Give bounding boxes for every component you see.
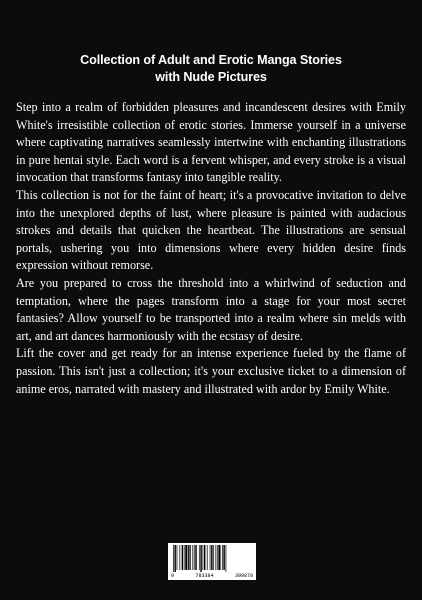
cover-title-line1: Collection of Adult and Erotic Manga Stories (80, 53, 342, 67)
blurb (16, 99, 406, 398)
barcode-number (168, 573, 256, 579)
cover-title-line2: with Nude Pictures (155, 70, 267, 84)
blurb-paragraph-2: This collection is not for the faint of heart; it's a provocative invitation to delve into the unexplored depths of lust, where pleasure is painted with audacious strokes and details that quicken the heartbeat. The illustrations are sensual portals, ushering you into dimensions where every hidden desire finds expression without remorse. (16, 187, 406, 273)
isbn-barcode (168, 543, 256, 580)
blurb-paragraph-1: Step into a realm of forbidden pleasures and incandescent desires with Emily White's irresistible collection of erotic stories. Immerse yourself in a universe where captivating narratives seamlessly intertwine with enchanting illustrations in pure hentai style. Each word is a fervent whisper, and every stroke is a visual invocation that transforms fantasy into tangible reality. (16, 100, 406, 185)
blurb-paragraph-3: Are you prepared to cross the threshold into a whirlwind of seduction and temptation, where the pages transform into a stage for your most secret fantasies? Allow yourself to be transported into a realm where sin melds with art, and art dances harmoniously with the ecstasy of desire. (16, 275, 406, 343)
blurb-paragraph-4: Lift the cover and get ready for an intense experience fueled by the flame of passion. This isn't just a collection; it's your exclusive ticket to a dimension of anime eros, narrated with mastery and illustrated with ardor by Emily White. (16, 346, 406, 396)
barcode-bars-icon (172, 545, 252, 572)
barcode-digit-group1: 783384 (195, 573, 214, 579)
barcode-digit-first: 9 (171, 573, 175, 579)
cover-title (40, 52, 382, 86)
barcode-digit-group2: 399878 (234, 573, 253, 579)
